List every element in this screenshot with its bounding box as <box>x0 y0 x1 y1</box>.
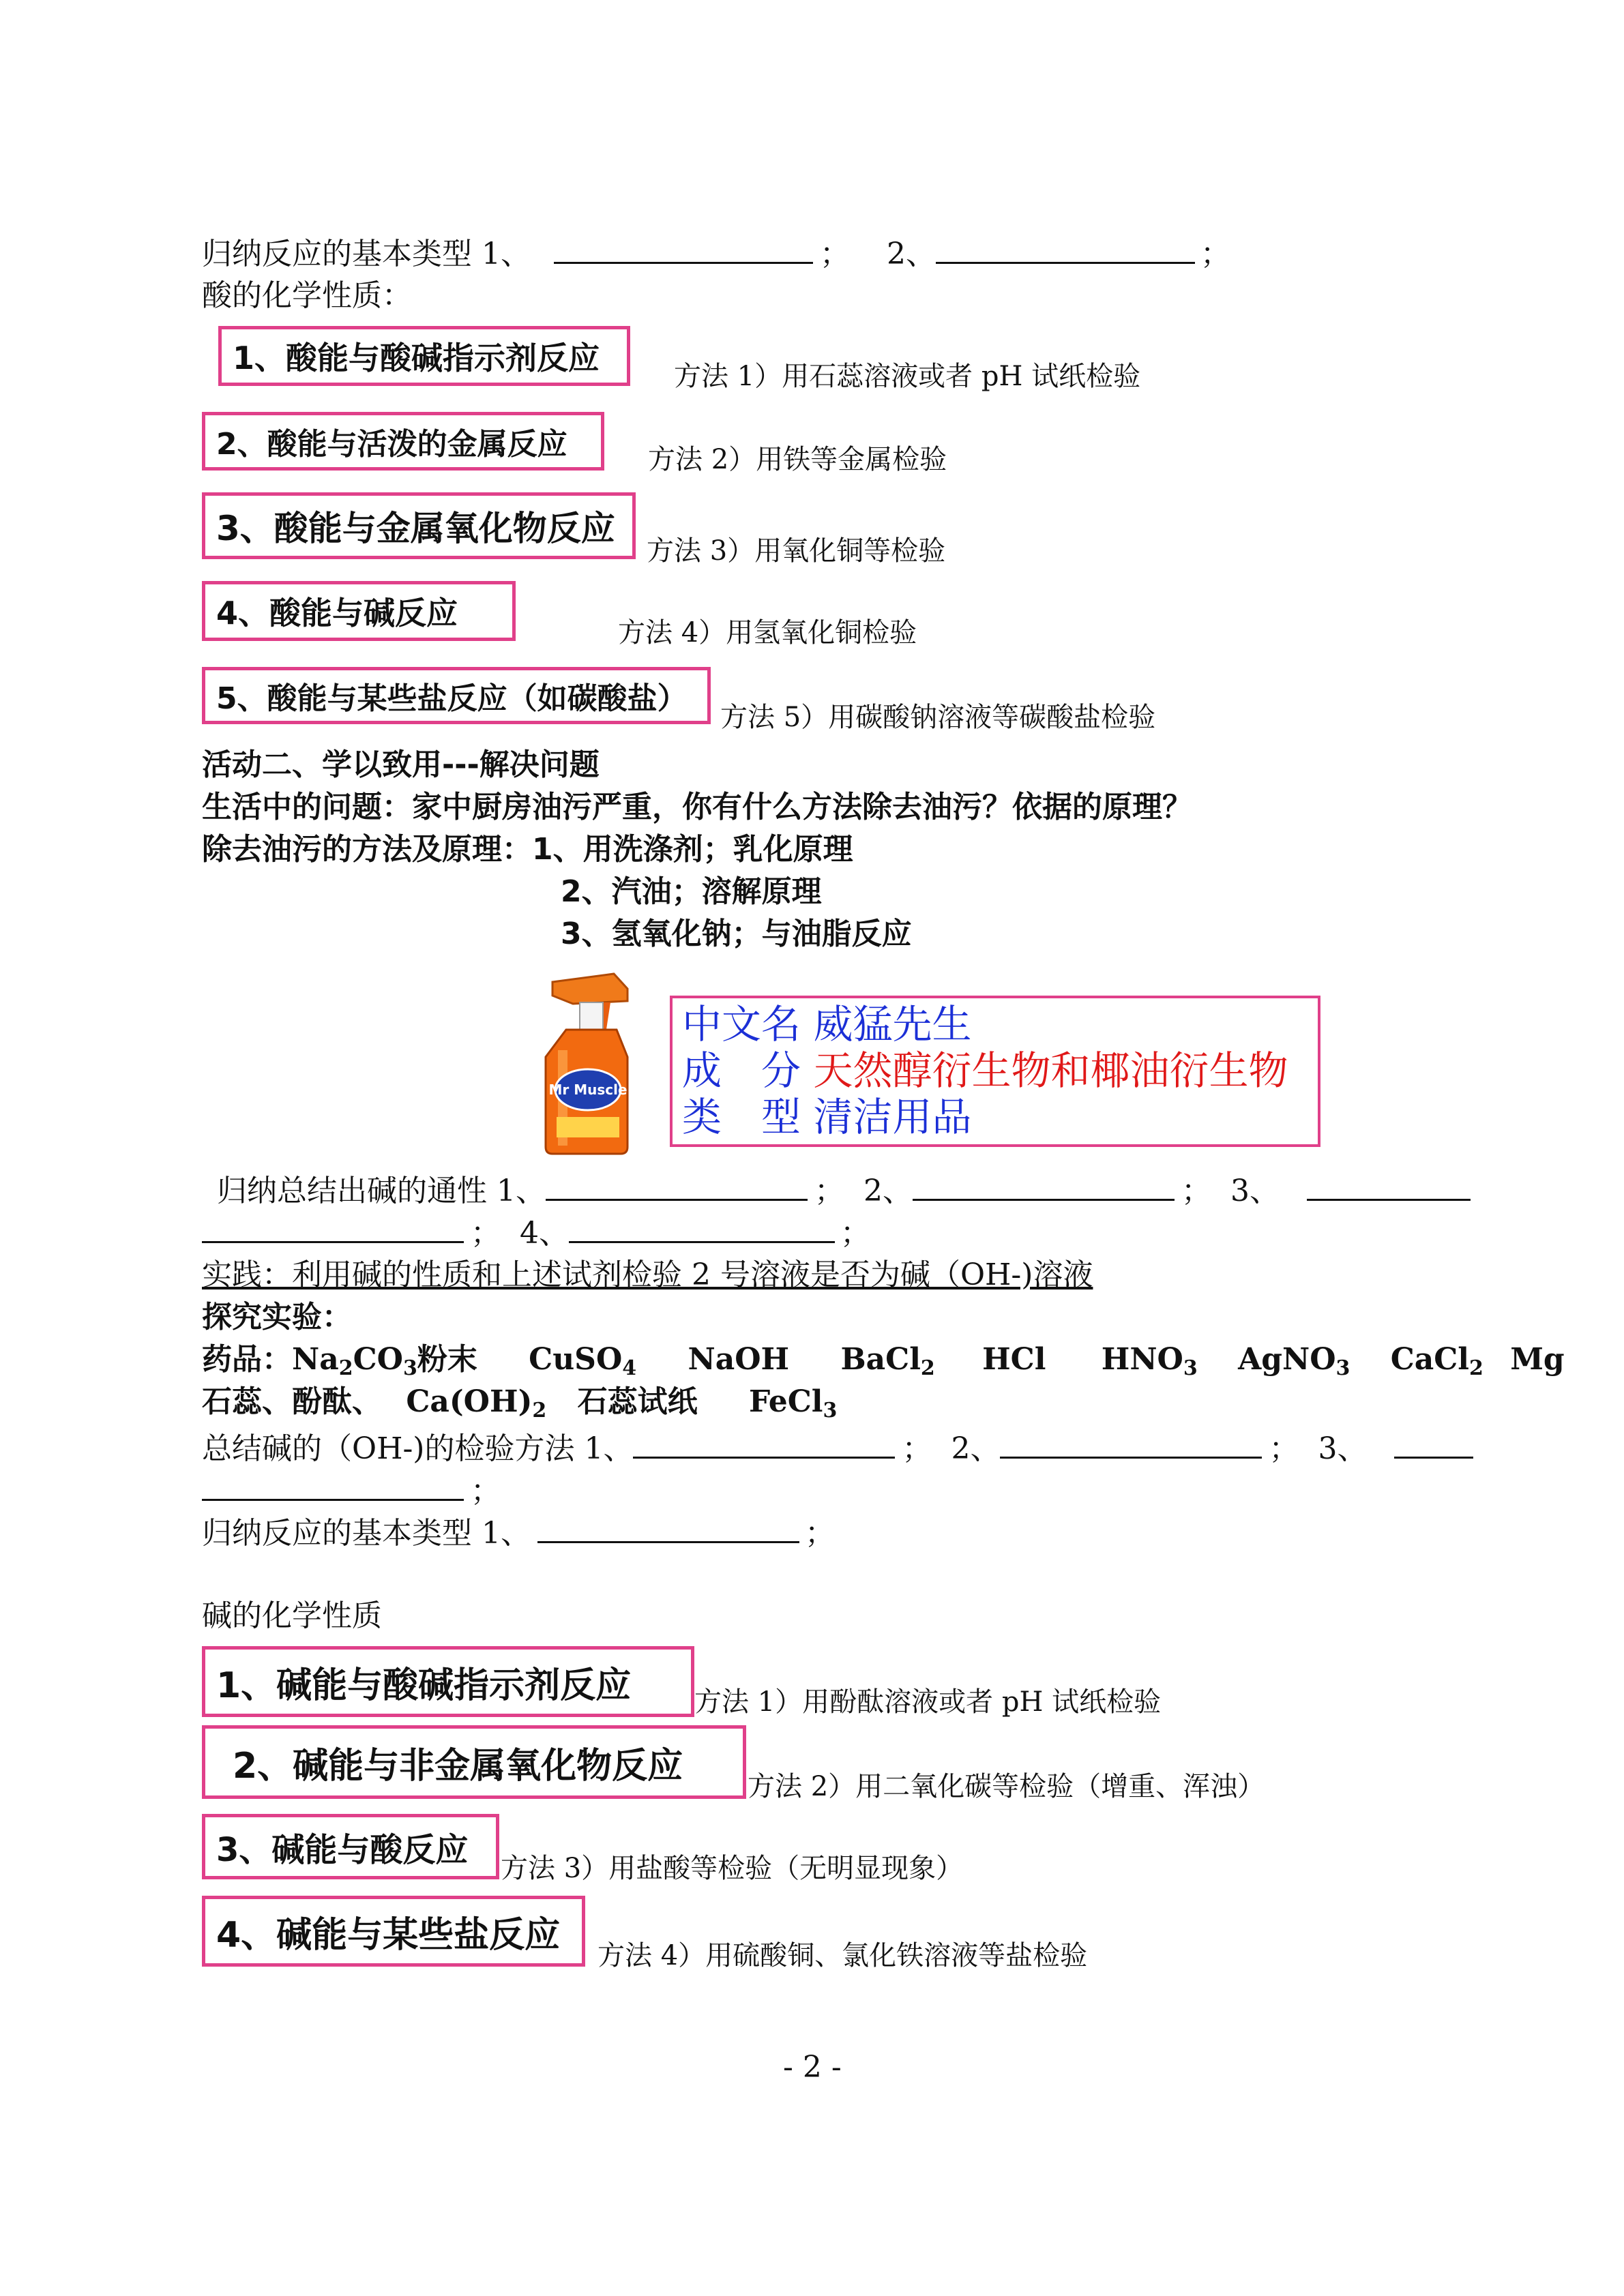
practice-text: 实践：利用碱的性质和上述试剂检验 2 号溶液是否为碱（OH-)溶液 <box>202 1257 1093 1292</box>
acid-method-3: 方法 3）用氧化铜等检验 <box>647 535 946 567</box>
acid-prop-1-box: 1、酸能与酸碱指示剂反应 <box>218 326 630 386</box>
reagent-naoh: NaOH <box>688 1342 790 1377</box>
base-method-1: 方法 1）用酚酞溶液或者 pH 试纸检验 <box>694 1686 1162 1718</box>
acid-prop-4-box: 4、酸能与碱反应 <box>202 581 516 641</box>
base-method-2: 方法 2）用二氧化碳等检验（增重、浑浊） <box>748 1771 1265 1802</box>
base-prop-3-box: 3、碱能与酸反应 <box>202 1814 499 1879</box>
base-section-title: 碱的化学性质 <box>202 1598 382 1633</box>
answer-blank[interactable] <box>569 1214 835 1243</box>
reagent-indicators: 石蕊、酚酞、 <box>202 1384 382 1419</box>
page-number: - 2 - <box>783 2050 842 2085</box>
answer-blank[interactable] <box>202 1472 464 1501</box>
answer-blank[interactable] <box>546 1172 808 1201</box>
base-prop-1-box: 1、碱能与酸碱指示剂反应 <box>202 1646 694 1717</box>
acid-method-5: 方法 5）用碳酸钠溶液等碳酸盐检验 <box>720 702 1156 733</box>
base-common-line-2: ； 4、 ； <box>202 1214 870 1253</box>
reagent-na2co3: $Na_2CO_3$粉末 <box>292 1342 477 1380</box>
bottle-logo-text: Mr Muscle <box>548 1082 628 1098</box>
reagent-mg: Mg <box>1510 1342 1565 1377</box>
answer-blank[interactable] <box>1394 1429 1473 1459</box>
explore-heading: 探究实验： <box>202 1300 352 1335</box>
base-prop-4-box: 4、碱能与某些盐反应 <box>202 1896 585 1967</box>
oh-methods-line-1: 总结碱的（OH-)的检验方法 1、 ； 2、 ； 3、 <box>202 1429 1473 1468</box>
product-row-type: 类 型 清洁用品 <box>682 1094 972 1140</box>
reagent-litmus-paper: 石蕊试纸 <box>577 1384 698 1419</box>
summary-reaction-types-1: 归纳反应的基本类型 1、 ； 2、 ； <box>202 235 1230 273</box>
cleaner-bottle-image <box>525 968 648 1157</box>
base-method-3: 方法 3）用盐酸等检验（无明显现象） <box>501 1853 964 1884</box>
answer-blank[interactable] <box>913 1172 1175 1201</box>
oh-methods-line-2: ； <box>202 1472 501 1510</box>
reagent-cacl2: CaCl$_2$ <box>1390 1342 1483 1380</box>
summary-reaction-types-2: 归纳反应的基本类型 1、 ； <box>202 1514 835 1553</box>
reagent-agno3: AgNO$_3$ <box>1238 1342 1350 1380</box>
acid-prop-3-box: 3、酸能与金属氧化物反应 <box>202 492 636 559</box>
reagent-caoh2: $Ca(OH)_2$ <box>406 1384 547 1422</box>
product-row-name: 中文名 威猛先生 <box>682 1001 972 1047</box>
acid-prop-2-box: 2、酸能与活泼的金属反应 <box>202 412 604 471</box>
acid-method-4: 方法 4）用氢氧化铜检验 <box>618 617 917 648</box>
answer-blank[interactable] <box>1000 1429 1262 1459</box>
answer-blank[interactable] <box>936 235 1195 264</box>
acid-method-2: 方法 2）用铁等金属检验 <box>648 444 947 475</box>
acid-method-1: 方法 1）用石蕊溶液或者 pH 试纸检验 <box>674 361 1141 392</box>
base-common-line-1: 归纳总结出碱的通性 1、 ； 2、 ； 3、 <box>217 1172 1471 1210</box>
acid-prop-5-box: 5、酸能与某些盐反应（如碳酸盐） <box>202 667 711 724</box>
life-question: 生活中的问题：家中厨房油污严重，你有什么方法除去油污？依据的原理？ <box>202 790 1192 824</box>
reagent-bacl2: BaCl$_2$ <box>840 1342 935 1380</box>
base-method-4: 方法 4）用硫酸铜、氯化铁溶液等盐检验 <box>597 1940 1088 1971</box>
product-row-ingredients: 成 分 天然醇衍生物和椰油衍生物 <box>682 1047 1288 1094</box>
answer-blank[interactable] <box>202 1214 464 1243</box>
remove-oil-line-2: 2、汽油；溶解原理 <box>561 874 822 909</box>
activity2-heading: 活动二、学以致用---解决问题 <box>202 747 600 782</box>
base-prop-2-box: 2、碱能与非金属氧化物反应 <box>202 1725 746 1799</box>
remove-oil-line-3: 3、氢氧化钠；与油脂反应 <box>561 916 912 951</box>
reagent-fecl3: FeCl$_3$ <box>748 1384 838 1422</box>
reagent-hno3: $HNO_3$ <box>1101 1342 1198 1380</box>
answer-blank[interactable] <box>554 235 813 264</box>
reagents-line-2 <box>202 1383 837 1421</box>
answer-blank[interactable] <box>537 1514 799 1543</box>
reagent-hcl: HCl <box>982 1342 1046 1377</box>
reagent-cuso4: CuSO$_4$ <box>529 1342 637 1380</box>
remove-oil-line-1: 除去油污的方法及原理：1、用洗涤剂；乳化原理 <box>202 832 853 867</box>
acid-section-title: 酸的化学性质： <box>202 278 412 313</box>
answer-blank[interactable] <box>1307 1172 1471 1201</box>
reagents-line-1: 药品：$Na_2CO_3$粉末 CuSO$_4$ NaOH BaCl$_2$ HCl $HNO_3$ AgNO$_3$ CaCl$_2$ Mg <box>202 1342 1565 1380</box>
product-info-card <box>670 996 1320 1147</box>
answer-blank[interactable] <box>633 1429 895 1459</box>
